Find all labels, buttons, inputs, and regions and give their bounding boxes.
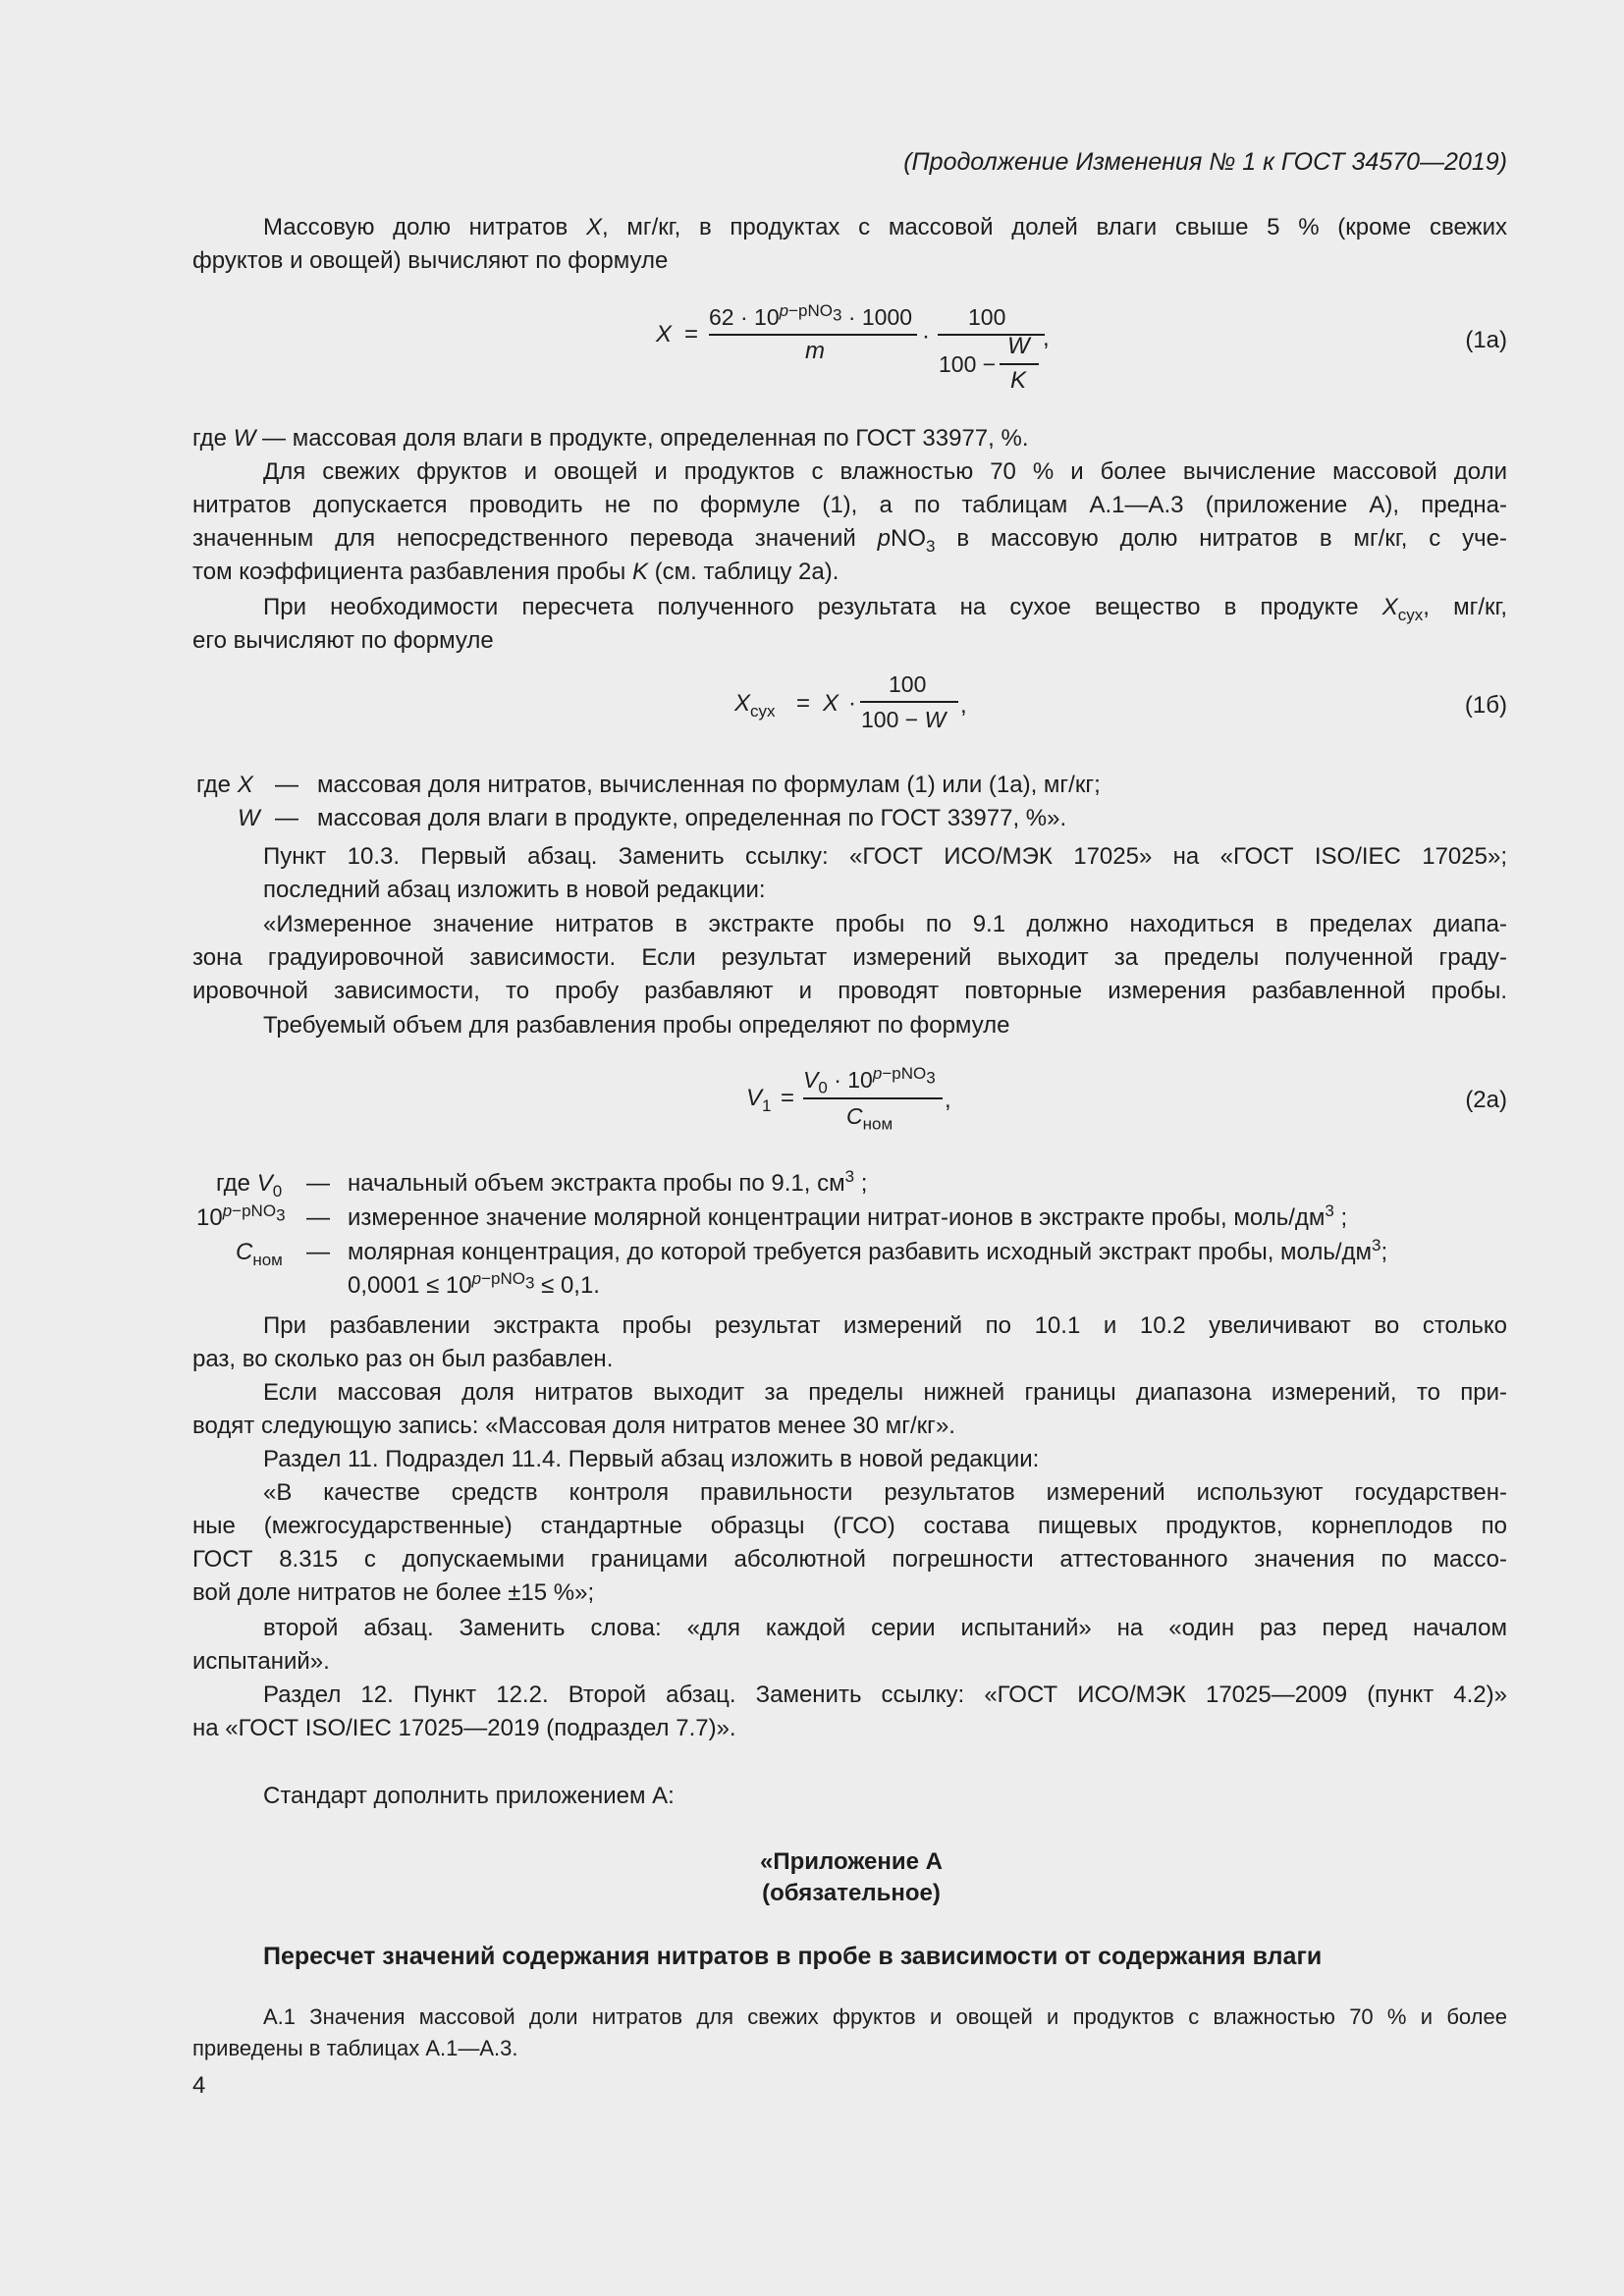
appendix-a1-line-1: А.1 Значения массовой доли нитратов для свежих фруктов и овощей и продуктов с влажностью 70 % и более: [263, 2004, 1507, 2029]
appendix-heading: Пересчет значений содержания нитратов в пробе в зависимости от содержания влаги: [263, 1943, 1323, 1970]
where-2a-term-3: $C_{ном}$: [236, 1239, 283, 1269]
p103-line-5: ировочной зависимости, то пробу разбавляют и проводят повторные измерения разбавленной пробы.: [192, 978, 1507, 1004]
where-2a-term-2: $10^{p-pNO_3}$: [196, 1201, 286, 1231]
page-number: 4: [192, 2072, 206, 2099]
intro-line-1: Массовую долю нитратов X, мг/кг, в продуктах с массовой долей влаги свыше 5 % (кроме свежих: [263, 214, 1507, 240]
after-line-10: второй абзац. Заменить слова: «для каждой серии испытаний» на «один раз перед началом: [263, 1615, 1507, 1641]
p103-line-6: Требуемый объем для разбавления пробы определяют по формуле: [263, 1012, 1010, 1039]
dry-line-2: его вычисляют по формуле: [192, 627, 494, 654]
fresh-line-2: нитратов допускается проводить не по формуле (1), а по таблицам А.1—А.3 (приложение А), предна-: [192, 492, 1507, 518]
after-line-3: Если массовая доля нитратов выходит за пределы нижней границы диапазона измерений, то при-: [263, 1379, 1507, 1406]
after-line-8: ГОСТ 8.315 с допускаемыми границами абсолютной погрешности аттестованного значения по массо-: [192, 1546, 1507, 1573]
appendix-subtitle: (обязательное): [762, 1880, 941, 1906]
after-line-5: Раздел 11. Подраздел 11.4. Первый абзац изложить в новой редакции:: [263, 1446, 1040, 1472]
fresh-line-4: том коэффициента разбавления пробы K (см. таблицу 2а).: [192, 559, 839, 585]
after-line-7: ные (межгосударственные) стандартные образцы (ГСО) состава пищевых продуктов, корнеплодов по: [192, 1513, 1507, 1539]
p103-line-1: Пункт 10.3. Первый абзац. Заменить ссылку: «ГОСТ ИСО/МЭК 17025» на «ГОСТ ISO/IEC 17025»;: [263, 843, 1507, 870]
p103-line-4: зона градуировочной зависимости. Если результат измерений выходит за пределы полученной граду-: [192, 944, 1507, 971]
dry-line-1: При необходимости пересчета полученного результата на сухое вещество в продукте $X_{сух}$, мг/кг,: [263, 594, 1508, 624]
where-2a-text-3: молярная концентрация, до которой требуется разбавить исходный экстракт пробы, моль/$дм^3$;: [348, 1236, 1388, 1265]
formula-1a-label: (1а): [1465, 327, 1507, 353]
where-2a-text-2: измеренное значение молярной концентрации нитрат-ионов в экстракте пробы, моль/$дм^3$ ;: [348, 1201, 1348, 1231]
where-2a-text-1: начальный объем экстракта пробы по 9.1, $см^3$ ;: [348, 1167, 868, 1197]
where-w-line: где W — массовая доля влаги в продукте, определенная по ГОСТ 33977, %.: [192, 425, 1029, 452]
after-line-13: на «ГОСТ ISO/IEC 17025—2019 (подраздел 7.7)».: [192, 1715, 736, 1741]
appendix-a1-line-2: приведены в таблицах А.1—А.3.: [192, 2036, 518, 2060]
after-line-6: «В качестве средств контроля правильности результатов измерений используют государствен-: [263, 1479, 1507, 1506]
where-1b-text-1: массовая доля нитратов, вычисленная по формулам (1) или (1а), мг/кг;: [317, 772, 1101, 798]
p103-line-3: «Измеренное значение нитратов в экстракте пробы по 9.1 должно находиться в пределах диапа-: [263, 911, 1507, 937]
p103-line-2: последний абзац изложить в новой редакции:: [263, 877, 766, 903]
document-page: (Продолжение Изменения № 1 к ГОСТ 34570—2019) Массовую долю нитратов X, мг/кг, в продуктах с массовой долей влаги свыше 5 % (кроме свежих фруктов и овощей) вычисляют по формуле X = $62 \cdot 10^{p-pNO_3} \cdot 1000$ m · 100 100 − W K , (1а) где W — массовая доля влаги в продукте, определенная по ГОСТ 33977, %. Для свежих фруктов и овощей и продуктов с влажностью 70 % и более вычисление массовой доли нитратов допускается проводить не по формуле (1), а по таблицам А.1—А.3 (приложение А), предна- значенным для непосредственного перевода значений pNO$_3$ в массовую долю нитратов в мг/кг, с уче- том коэффициента разбавления пробы K (см. таблицу 2а). При необходимости пересчета полученного результата на сухое вещество в продукте $X_{сух}$, мг/кг, его вычисляют по формуле $X_{сух}$ = X · 100 100 − W , (1б) где X — массовая доля нитратов, вычисленная по формулам (1) или (1а), мг/кг; W — массовая доля влаги в продукте, определенная по ГОСТ 33977, %». Пункт 10.3. Первый абзац. Заменить ссылку: «ГОСТ ИСО/МЭК 17025» на «ГОСТ ISO/IEC 17025»; последний абзац изложить в новой редакции: «Измеренное значение нитратов в экстракте пробы по 9.1 должно находиться в пределах диапа- зона градуировочной зависимости. Если результат измерений выходит за пределы полученной граду- ировочной зависимости, то пробу разбавляют и проводят повторные измерения разбавленной пробы. Требуемый объем для разбавления пробы определяют по формуле $V_1$ = $V_0 \cdot 10^{p-pNO_3}$ $C_{ном}$ , (2а) где $V_0$ — начальный объем экстракта пробы по 9.1, $см^3$ ; $10^{p-pNO_3}$ — измеренное значение молярной концентрации нитрат-ионов в экстракте пробы, моль/$дм^3$ ; $C_{ном}$ — молярная концентрация, до которой требуется разбавить исходный экстракт пробы, моль/$дм^3$; $0,0001 \le 10^{p-pNO_3} \le 0,1$. При разбавлении экстракта пробы результат измерений по 10.1 и 10.2 увеличивают во столько раз, во сколько раз он был разбавлен. Если массовая доля нитратов выходит за пределы нижней границы диапазона измерений, то при- водят следующую запись: «Массовая доля нитратов менее 30 мг/кг». Раздел 11. Подраздел 11.4. Первый абзац изложить в новой редакции: «В качестве средств контроля правильности результатов измерений используют государствен- ные (межгосударственные) стандартные образцы (ГСО) состава пищевых продуктов, корнеплодов по ГОСТ 8.315 с допускаемыми границами абсолютной погрешности аттестованного значения по массо- вой доле нитратов не более ±15 %»; второй абзац. Заменить слова: «для каждой серии испытаний» на «один раз перед началом испытаний». Раздел 12. Пункт 12.2. Второй абзац. Заменить ссылку: «ГОСТ ИСО/МЭК 17025—2009 (пункт 4.2)» на «ГОСТ ISO/IEC 17025—2019 (подраздел 7.7)». Стандарт дополнить приложением А: «Приложение А (обязательное) Пересчет значений содержания нитратов в пробе в зависимости от содержания влаги А.1 Значения массовой доли нитратов для свежих фруктов и овощей и продуктов с влажностью 70 % и более приведены в таблицах А.1—А.3. 4: [0, 0, 1624, 2296]
after-line-12: Раздел 12. Пункт 12.2. Второй абзац. Заменить ссылку: «ГОСТ ИСО/МЭК 17025—2009 (пункт 4.2)»: [263, 1682, 1507, 1708]
appendix-title: «Приложение А: [760, 1848, 943, 1875]
where-1b-text-2: массовая доля влаги в продукте, определенная по ГОСТ 33977, %».: [317, 805, 1067, 831]
fresh-line-1: Для свежих фруктов и овощей и продуктов с влажностью 70 % и более вычисление массовой доли: [263, 458, 1507, 485]
after-line-4: водят следующую запись: «Массовая доля нитратов менее 30 мг/кг».: [192, 1413, 955, 1439]
running-header: (Продолжение Изменения № 1 к ГОСТ 34570—2019): [903, 148, 1507, 176]
where-2a-term-1: где $V_0$: [216, 1170, 283, 1201]
where-2a-range: $0,0001 \le 10^{p-pNO_3} \le 0,1$.: [348, 1269, 600, 1299]
formula-2a-label: (2а): [1465, 1087, 1507, 1113]
formula-1b-label: (1б): [1464, 692, 1507, 719]
after-line-2: раз, во сколько раз он был разбавлен.: [192, 1346, 614, 1372]
where-1b-term-1: где X: [196, 772, 253, 798]
after-line-1: При разбавлении экстракта пробы результат измерений по 10.1 и 10.2 увеличивают во столько: [263, 1312, 1507, 1339]
where-1b-term-2: W: [238, 805, 260, 831]
after-line-11: испытаний».: [192, 1648, 330, 1675]
intro-line-2: фруктов и овощей) вычисляют по формуле: [192, 247, 669, 274]
after-line-9: вой доле нитратов не более ±15 %»;: [192, 1579, 595, 1606]
after-line-14: Стандарт дополнить приложением А:: [263, 1783, 675, 1809]
fresh-line-3: значенным для непосредственного перевода значений pNO$_3$ в массовую долю нитратов в мг/кг, с уче-: [192, 525, 1507, 556]
